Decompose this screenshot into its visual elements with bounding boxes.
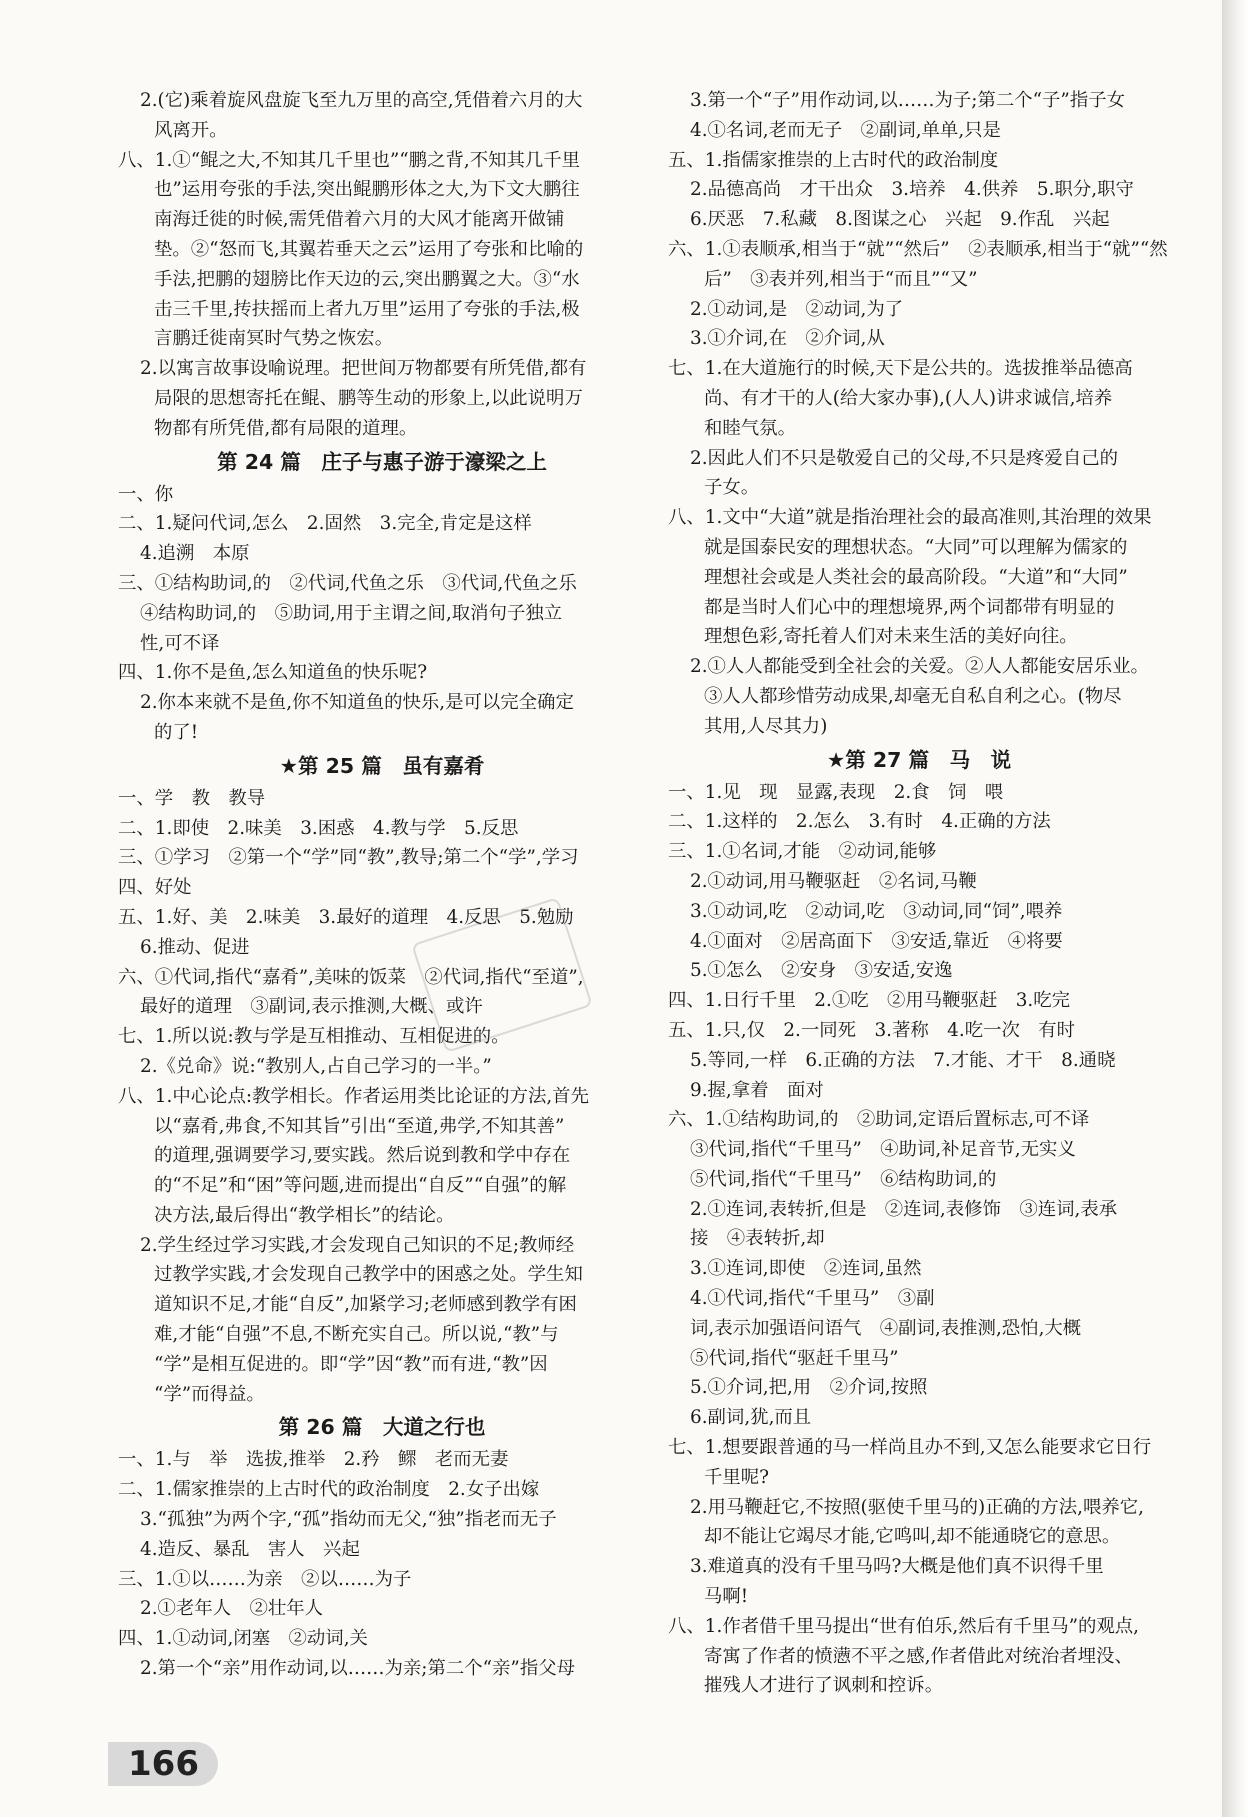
left-answer-line: 的了!: [154, 721, 199, 743]
left-answer-line: 2.(它)乘着旋风盘旋飞至九万里的高空,凭借着六月的大: [140, 90, 583, 111]
right-answer-line: 词,表示加强语问语气 ④副词,表推测,恐怕,大概: [690, 1317, 1082, 1339]
page-edge: [1222, 0, 1250, 1817]
page-number: 166: [128, 1744, 199, 1784]
left-answer-line: ④结构助词,的 ⑤助词,用于主谓之间,取消句子独立: [140, 602, 563, 624]
left-answer-line: 性,可不译: [140, 632, 220, 654]
left-answer-line: 四、好处: [118, 877, 192, 899]
right-answer-line: 4.①名词,老而无子 ②副词,单单,只是: [690, 119, 1001, 141]
right-answer-line: 摧残人才进行了讽刺和控诉。: [704, 1675, 944, 1697]
left-answer-line: 三、①结构助词,的 ②代词,代鱼之乐 ③代词,代鱼之乐: [118, 572, 577, 594]
right-answer-line: 八、1.文中“大道”就是指治理社会的最高准则,其治理的效果: [668, 507, 1152, 529]
left-answer-line: 2.以寓言故事设喻说理。把世间万物都要有所凭借,都有: [140, 358, 587, 380]
right-answer-line: 八、1.作者借千里马提出“世有伯乐,然后有千里马”的观点,: [668, 1615, 1140, 1637]
right-answer-line: 2.①动词,是 ②动词,为了: [690, 298, 904, 320]
left-answer-line: 的道理,强调要学习,要实践。然后说到教和学中存在: [154, 1145, 571, 1167]
left-answer-line: 物都有所凭借,都有局限的道理。: [154, 417, 418, 439]
left-answer-line: 二、1.即使 2.味美 3.困惑 4.教与学 5.反思: [118, 817, 519, 839]
left-answer-line: 一、学 教 教导: [118, 787, 266, 809]
right-answer-line: 六、1.①结构助词,的 ②助词,定语后置标志,可不译: [668, 1109, 1090, 1131]
left-answer-line: 七、1.所以说:教与学是互相推动、互相促进的。: [118, 1026, 510, 1048]
left-answer-line: 四、1.你不是鱼,怎么知道鱼的快乐呢?: [118, 662, 428, 684]
left-answer-line: 决方法,最后得出“教学相长”的结论。: [154, 1204, 455, 1226]
left-section-heading: ★第 25 篇 虽有嘉肴: [279, 753, 485, 778]
right-answer-line: 寄寓了作者的愤懑不平之感,作者借此对统治者埋没、: [704, 1645, 1133, 1667]
right-answer-line: 5.①怎么 ②安身 ③安适,安逸: [690, 960, 953, 982]
right-answer-line: 却不能让它竭尽才能,它鸣叫,却不能通晓它的意思。: [704, 1526, 1121, 1548]
left-answer-line: 一、你: [118, 483, 174, 505]
right-answer-line: ③代词,指代“千里马” ④助词,补足音节,无实义: [690, 1139, 1076, 1161]
right-answer-line: 四、1.日行千里 2.①吃 ②用马鞭驱赶 3.吃完: [668, 990, 1071, 1012]
right-answer-line: 五、1.指儒家推崇的上古时代的政治制度: [668, 149, 999, 171]
left-answer-line: 局限的思想寄托在鲲、鹏等生动的形象上,以此说明万: [154, 387, 583, 409]
right-answer-line: 3.①连词,即使 ②连词,虽然: [690, 1258, 922, 1280]
right-answer-line: 七、1.想要跟普通的马一样尚且办不到,又怎么能要求它日行: [668, 1437, 1152, 1459]
right-answer-line: 3.难道真的没有千里马吗?大概是他们真不识得千里: [690, 1556, 1104, 1578]
left-column: [118, 86, 646, 1684]
right-answer-line: 千里呢?: [704, 1466, 770, 1488]
right-answer-line: 6.厌恶 7.私藏 8.图谋之心 兴起 9.作乱 兴起: [690, 209, 1110, 231]
right-column: [668, 86, 1170, 1701]
right-answer-line: 一、1.见 现 显露,表现 2.食 饲 喂: [668, 781, 1004, 803]
right-answer-line: ⑤代词,指代“驱赶千里马”: [690, 1347, 899, 1369]
left-answer-line: 手法,把鹏的翅膀比作天边的云,突出鹏翼之大。③“水: [154, 268, 580, 290]
left-answer-line: 4.追溯 本原: [140, 543, 250, 565]
left-answer-line: 3.“孤独”为两个字,“孤”指幼而无父,“独”指老而无子: [140, 1509, 557, 1531]
right-answer-line: 6.副词,犹,而且: [690, 1407, 812, 1429]
left-answer-line: 垫。②“怒而飞,其翼若垂天之云”运用了夸张和比喻的: [154, 238, 584, 260]
left-answer-line: 过教学实践,才会发现自己教学中的困惑之处。学生知: [154, 1264, 583, 1286]
right-answer-line: 六、1.①表顺承,相当于“就”“然后” ②表顺承,相当于“就”“然: [668, 238, 1168, 260]
left-answer-line: 的“不足”和“困”等问题,进而提出“自反”“自强”的解: [154, 1175, 567, 1197]
left-answer-line: 2.①老年人 ②壮年人: [140, 1598, 324, 1620]
right-answer-line: 接 ④表转折,却: [690, 1228, 825, 1250]
left-answer-line: 四、1.①动词,闭塞 ②动词,关: [118, 1628, 368, 1650]
left-answer-line: 6.推动、促进: [140, 936, 250, 958]
left-answer-line: 六、①代词,指代“嘉肴”,美味的饭菜 ②代词,指代“至道”,: [118, 966, 584, 988]
right-answer-line: 2.用马鞭赶它,不按照(驱使千里马的)正确的方法,喂养它,: [690, 1496, 1145, 1518]
right-answer-line: 4.①代词,指代“千里马” ③副: [690, 1288, 935, 1310]
left-answer-line: 二、1.疑问代词,怎么 2.固然 3.完全,肯定是这样: [118, 513, 532, 535]
right-answer-line: 都是当时人们心中的理想境界,两个词都带有明显的: [704, 596, 1115, 618]
right-answer-line: 三、1.①名词,才能 ②动词,能够: [668, 841, 937, 863]
right-answer-line: 2.①人人都能受到全社会的关爱。②人人都能安居乐业。: [690, 656, 1149, 678]
right-answer-line: 理想社会或是人类社会的最高阶段。“大道”和“大同”: [704, 566, 1128, 588]
left-answer-line: 道知识不足,才能“自反”,加紧学习;老师感到教学有困: [154, 1294, 577, 1316]
right-answer-line: 5.等同,一样 6.正确的方法 7.才能、才干 8.通晓: [690, 1049, 1116, 1071]
left-answer-line: 八、1.中心论点:教学相长。作者运用类比论证的方法,首先: [118, 1085, 589, 1107]
page-number-tab: [108, 1742, 218, 1786]
left-answer-line: 二、1.儒家推崇的上古时代的政治制度 2.女子出嫁: [118, 1479, 540, 1501]
left-answer-line: 风离开。: [154, 119, 228, 141]
right-answer-line: 马啊!: [704, 1586, 749, 1608]
left-answer-line: 2.第一个“亲”用作动词,以……为亲;第二个“亲”指父母: [140, 1658, 576, 1680]
left-answer-line: “学”而得益。: [154, 1383, 265, 1405]
right-section-heading: ★第 27 篇 马 说: [826, 747, 1012, 772]
right-answer-line: 二、1.这样的 2.怎么 3.有时 4.正确的方法: [668, 811, 1051, 833]
right-answer-line: 3.第一个“子”用作动词,以……为子;第二个“子”指子女: [690, 90, 1126, 111]
right-answer-line: 就是国泰民安的理想状态。“大同”可以理解为儒家的: [704, 536, 1128, 558]
right-answer-line: 5.①介词,把,用 ②介词,按照: [690, 1377, 928, 1399]
right-answer-line: 3.①动词,吃 ②动词,吃 ③动词,同“饲”,喂养: [690, 900, 1063, 922]
left-answer-line: 2.学生经过学习实践,才会发现自己知识的不足;教师经: [140, 1234, 575, 1256]
left-answer-line: 八、1.①“鲲之大,不知其几千里也”“鹏之背,不知其几千里: [118, 149, 581, 171]
left-answer-line: 言鹏迁徙南冥时气势之恢宏。: [154, 328, 394, 350]
left-answer-line: 4.造反、暴乱 害人 兴起: [140, 1538, 360, 1560]
right-answer-line: 五、1.只,仅 2.一同死 3.著称 4.吃一次 有时: [668, 1019, 1076, 1041]
right-answer-line: 其用,人尽其力): [704, 715, 828, 737]
left-answer-line: 三、1.①以……为亲 ②以……为子: [118, 1568, 412, 1590]
left-answer-line: 2.《兑命》说:“教别人,占自己学习的一半。”: [140, 1055, 492, 1077]
left-answer-line: 2.你本来就不是鱼,你不知道鱼的快乐,是可以完全确定: [140, 692, 574, 714]
left-answer-line: 南海迁徙的时候,需凭借着六月的大风才能离开做铺: [154, 209, 565, 231]
left-answer-line: 五、1.好、美 2.味美 3.最好的道理 4.反思 5.勉励: [118, 906, 574, 928]
left-section-heading: 第 26 篇 大道之行也: [278, 1415, 486, 1440]
left-answer-line: 也”运用夸张的手法,突出鲲鹏形体之大,为下文大鹏往: [154, 179, 580, 201]
right-answer-line: 4.①面对 ②居高面下 ③安适,靠近 ④将要: [690, 930, 1063, 952]
left-answer-line: 三、①学习 ②第一个“学”同“教”,教导;第二个“学”,学习: [118, 847, 579, 869]
right-answer-line: 2.品德高尚 才干出众 3.培养 4.供养 5.职分,职守: [690, 179, 1134, 201]
right-answer-line: 9.握,拿着 面对: [690, 1079, 824, 1101]
right-answer-line: 和睦气氛。: [704, 417, 796, 439]
right-answer-line: 七、1.在大道施行的时候,天下是公共的。选拔推举品德高: [668, 358, 1133, 380]
right-answer-line: 2.因此人们不只是敬爱自己的父母,不只是疼爱自己的: [690, 447, 1118, 469]
left-answer-line: 击三千里,抟扶摇而上者九万里”运用了夸张的手法,极: [154, 298, 580, 320]
right-answer-line: 后” ③表并列,相当于“而且”“又”: [704, 268, 978, 290]
left-answer-line: “学”是相互促进的。即“学”因“教”而有进,“教”因: [154, 1353, 548, 1375]
right-answer-line: 3.①介词,在 ②介词,从: [690, 328, 885, 350]
left-answer-line: 最好的道理 ③副词,表示推测,大概、或许: [140, 996, 483, 1018]
left-answer-line: 一、1.与 举 选拔,推举 2.矜 鳏 老而无妻: [118, 1449, 509, 1471]
left-answer-line: 以“嘉肴,弗食,不知其旨”引出“至道,弗学,不知其善”: [154, 1115, 565, 1137]
right-answer-line: 2.①连词,表转折,但是 ②连词,表修饰 ③连词,表承: [690, 1198, 1118, 1220]
right-answer-line: 子女。: [704, 477, 760, 499]
right-answer-line: ③人人都珍惜劳动成果,却毫无自私自利之心。(物尽: [704, 685, 1122, 707]
left-section-heading: 第 24 篇 庄子与惠子游于濠梁之上: [217, 449, 547, 474]
right-answer-line: ⑤代词,指代“千里马” ⑥结构助词,的: [690, 1168, 997, 1190]
right-answer-line: 2.①动词,用马鞭驱赶 ②名词,马鞭: [690, 870, 977, 892]
left-answer-line: 难,才能“自强”不息,不断充实自己。所以说,“教”与: [154, 1324, 559, 1346]
right-answer-line: 尚、有才干的人(给大家办事),(人人)讲求诚信,培养: [704, 387, 1113, 409]
right-answer-line: 理想色彩,寄托着人们对未来生活的美好向往。: [704, 626, 1078, 648]
